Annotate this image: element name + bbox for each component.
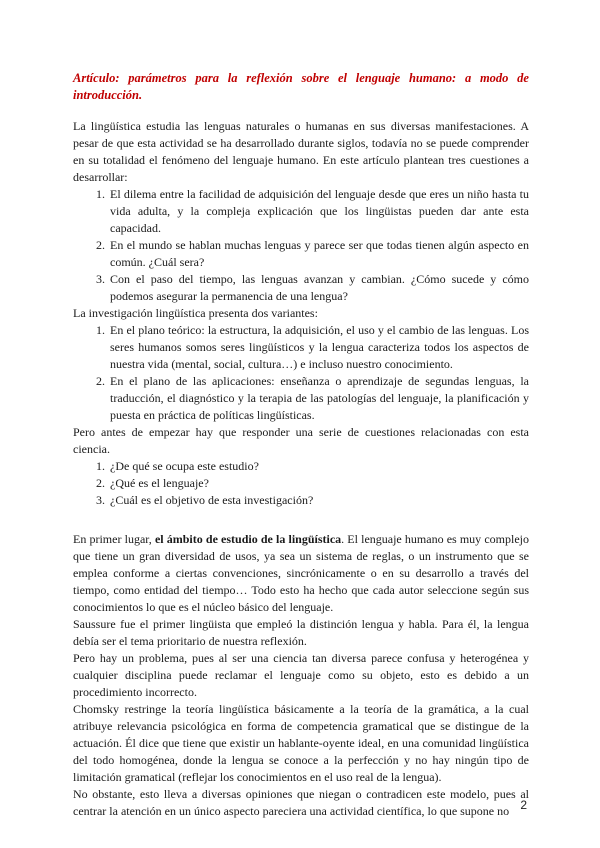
- article-title: Artículo: parámetros para la reflexión sobre el lenguaje humano: a modo de introducción.: [73, 71, 529, 102]
- scope-bold-phrase: el ámbito de estudio de la lingüística: [154, 532, 342, 546]
- list-item: 3. Con el paso del tiempo, las lenguas avanzan y cambian. ¿Cómo sucede y cómo podemos asegurar la permanencia de una lengua?: [108, 271, 529, 305]
- questions-intro: Pero antes de empezar hay que responder una serie de cuestiones relacionadas con esta ciencia.: [73, 425, 529, 456]
- list-item: 1. En el plano teórico: la estructura, la adquisición, el uso y el cambio de las lenguas. Los seres humanos somos seres lingüísticos y la lengua caracteriza todos los aspectos de nuestra vida (mental, social, cultura…) e incluso nuestro conocimiento.: [108, 322, 529, 373]
- spacer: [73, 509, 529, 531]
- chomsky-paragraph: Chomsky restringe la teoría lingüística básicamente a la teoría de la gramática, a la cual atribuye relevancia psicológica en forma de competencia gramatical que se distingue de la actuación. Él dice que tiene que existir un hablante-oyente ideal, en una comunidad lingüística del todo homogénea, donde la lengua se conoce a la perfección y no hay ningún tipo de limitación gramatical (reflejar los conocimientos en el uso real de la lengua).: [73, 702, 529, 784]
- document-body: [73, 118, 529, 820]
- list-item: 2. En el mundo se hablan muchas lenguas y parece ser que todas tienen algún aspecto en común. ¿Cuál sera?: [108, 237, 529, 271]
- list-item: 2. En el plano de las aplicaciones: enseñanza o aprendizaje de segundas lenguas, la traducción, el diagnóstico y la terapia de las patologías del lenguaje, la planificación y puesta en práctica de políticas lingüísticas.: [108, 373, 529, 424]
- list-item: 1. El dilema entre la facilidad de adquisición del lenguaje desde que eres un niño hasta tu vida adulta, y la compleja explicación que los lingüistas pueden dar ante esta capacidad.: [108, 186, 529, 237]
- questions-list: [73, 186, 529, 305]
- saussure-paragraph: Saussure fue el primer lingüista que empleó la distinción lengua y habla. Para él, la lengua debía ser el tema prioritario de nuestra reflexión.: [73, 617, 529, 648]
- scope-text-end: . El lenguaje humano es muy complejo que tiene un gran diversidad de usos, ya sea un sistema de reglas, o un instrumento que se emplea conforme a ciertas convenciones, sincrónicamente o en su desarrollo a través del tiempo, como entidad del tiempo… Todo esto ha hecho que cada autor seleccione según sus conocimientos lo que es el núcleo básico del lenguaje.: [73, 532, 529, 614]
- intro-paragraph: La lingüística estudia las lenguas naturales o humanas en sus diversas manifestaciones. A pesar de que esta actividad se ha desarrollado durante siglos, todavía no se puede comprender en su totalidad el fenómeno del lenguaje humano. En este artículo plantean tres cuestiones a desarrollar:: [73, 119, 529, 184]
- study-questions-list: [73, 458, 529, 509]
- page-number: 2: [520, 798, 527, 812]
- problem-paragraph: Pero hay un problema, pues al ser una ciencia tan diversa parece confusa y heterogénea y cualquier disciplina puede reclamar el lenguaje como su objeto, esto es debido a un procedimiento incorrecto.: [73, 651, 529, 699]
- scope-text-start: En primer lugar,: [73, 532, 155, 546]
- scope-paragraph: [73, 531, 529, 616]
- list-item: 2. ¿Qué es el lenguaje?: [108, 475, 529, 492]
- objections-paragraph: No obstante, esto lleva a diversas opiniones que niegan o contradicen este modelo, pues al centrar la atención en un único aspecto pareciera una actividad científica, lo que supone no: [73, 787, 529, 818]
- variants-intro: La investigación lingüística presenta dos variantes:: [73, 306, 318, 320]
- list-item: 1. ¿De qué se ocupa este estudio?: [108, 458, 529, 475]
- list-item: 3. ¿Cuál es el objetivo de esta investigación?: [108, 492, 529, 509]
- variants-list: [73, 322, 529, 424]
